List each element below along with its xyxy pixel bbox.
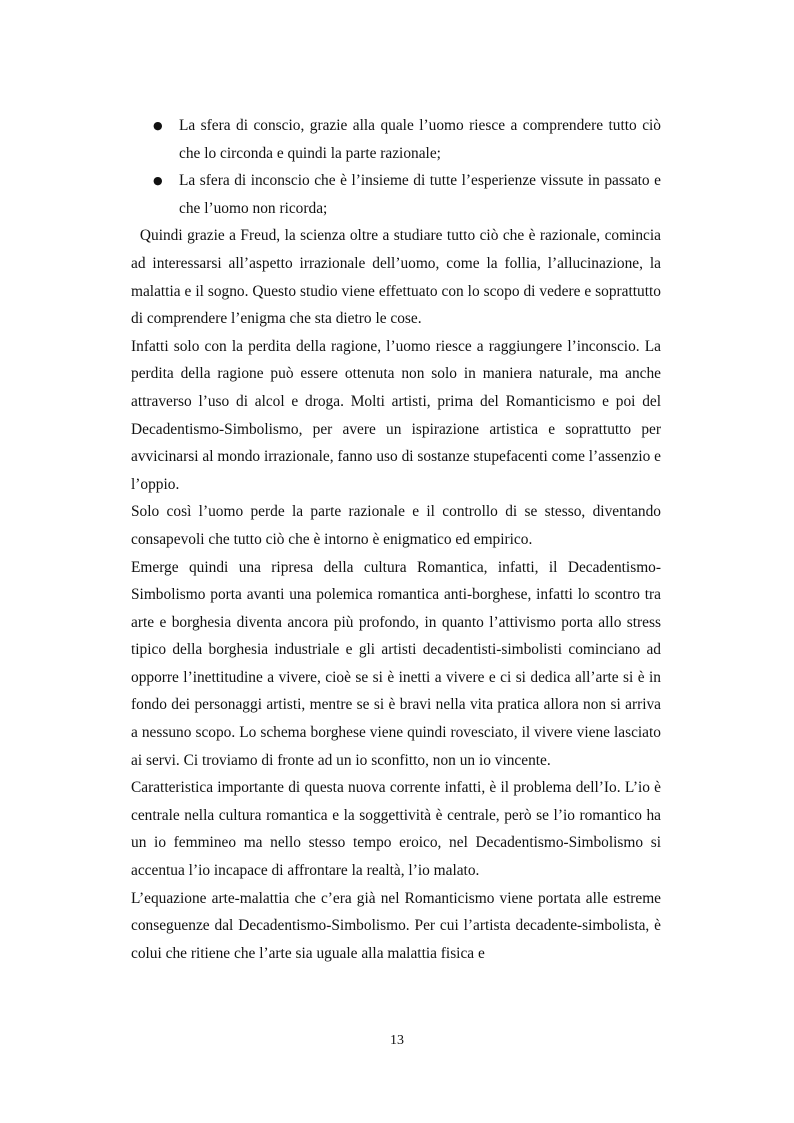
bullet-icon: ● (153, 119, 163, 132)
bullet-text: La sfera di conscio, grazie alla quale l’uomo riesce a comprendere tutto ciò che lo circonda e quindi la parte razionale; (179, 117, 661, 162)
page-number: 13 (390, 1033, 404, 1048)
paragraph: Solo così l’uomo perde la parte razionale e il controllo di se stesso, diventando consapevoli che tutto ciò che è intorno è enigmatico ed empirico. (131, 503, 661, 548)
bullet-list (131, 112, 661, 222)
bullet-text: La sfera di inconscio che è l’insieme di tutte l’esperienze vissute in passato e che l’uomo non ricorda; (179, 172, 661, 217)
page-body (131, 112, 665, 967)
paragraph: L’equazione arte-malattia che c’era già nel Romanticismo viene portata alle estreme conseguenze dal Decadentismo-Simbolismo. Per cui l’artista decadente-simbolista, è colui che ritiene che l’arte sia uguale alla malattia fisica e (131, 889, 661, 962)
paragraph: Emerge quindi una ripresa della cultura Romantica, infatti, il Decadentismo-Simbolismo porta avanti una polemica romantica anti-borghese, infatti lo scontro tra arte e borghesia diventa ancora più profondo, in quanto l’attivismo porta allo stress tipico della borghesia industriale e gli artisti decadentisti-simbolisti cominciano ad opporre l’inettitudine a vivere, cioè se si è inetti a vivere e ci si dedica all’arte si è in fondo dei personaggi artisti, mentre se si è bravi nella vita pratica allora non si arriva a nessuno scopo. Lo schema borghese viene quindi rovesciato, il vivere viene lasciato ai servi. Ci troviamo di fronte ad un io sconfitto, non un io vincente. (131, 558, 661, 769)
bullet-item (131, 167, 661, 222)
paragraph: Infatti solo con la perdita della ragione, l’uomo riesce a raggiungere l’inconscio. La perdita della ragione può essere ottenuta non solo in maniera naturale, ma anche attraverso l’uso di alcol e droga. Molti artisti, prima del Romanticismo e poi del Decadentismo-Simbolismo, per avere un ispirazione artistica e soprattutto per avvicinarsi al mondo irrazionale, fanno uso di sostanze stupefacenti come l’assenzio e l’oppio. (131, 337, 661, 493)
paragraph: Caratteristica importante di questa nuova corrente infatti, è il problema dell’Io. L’io è centrale nella cultura romantica e la soggettività è centrale, però se l’io romantico ha un io femmineo ma nello stesso tempo eroico, nel Decadentismo-Simbolismo si accentua l’io incapace di affrontare la realtà, l’io malato. (131, 779, 661, 880)
bullet-item (131, 112, 661, 167)
bullet-icon: ● (153, 174, 163, 188)
paragraph: Quindi grazie a Freud, la scienza oltre a studiare tutto ciò che è razionale, comincia ad interessarsi all’aspetto irrazionale dell’uomo, come la follia, l’allucinazione, la malattia e il sogno. Questo studio viene effettuato con lo scopo di vedere e soprattutto di comprendere l’enigma che sta dietro le cose. (131, 227, 665, 328)
